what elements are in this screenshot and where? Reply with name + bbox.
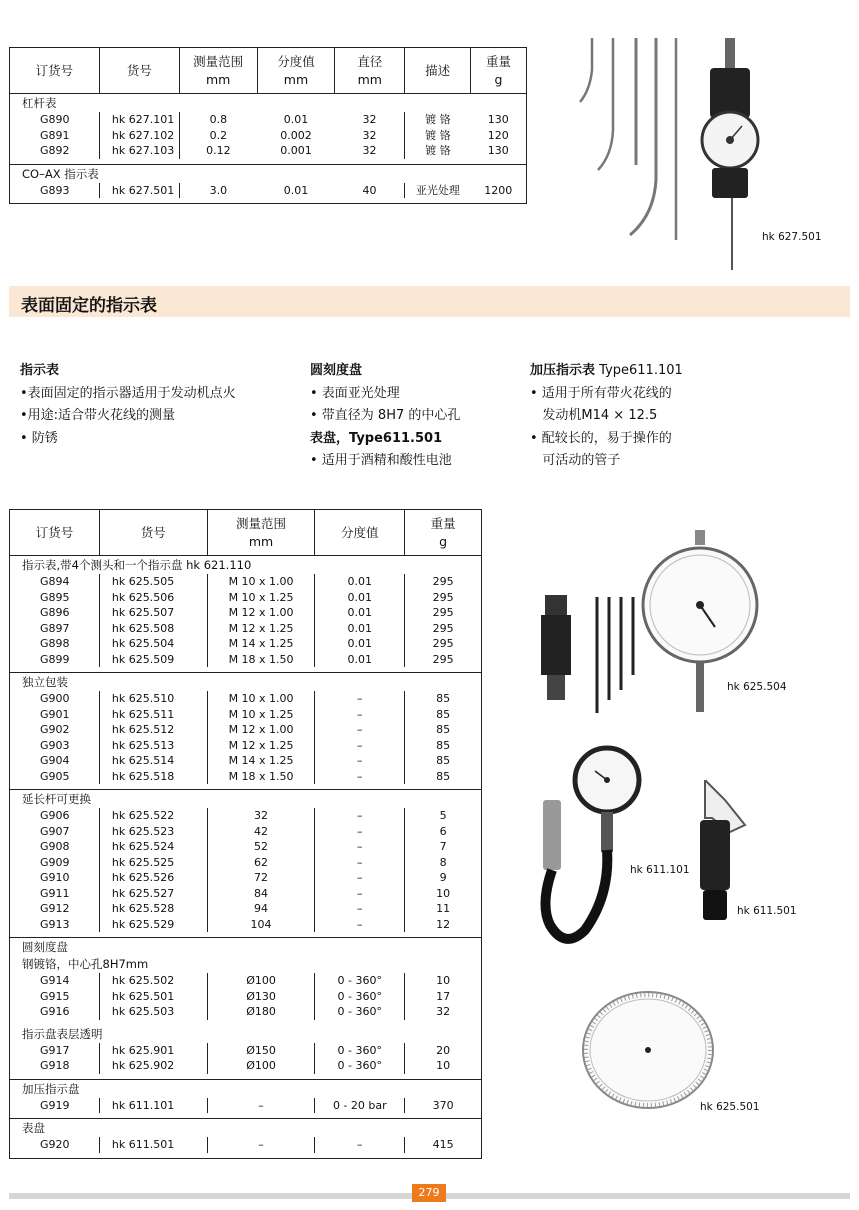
desc-title-suffix: Type611.101 xyxy=(595,363,683,378)
table-cell: 94 xyxy=(254,902,269,915)
table-cell: 72 xyxy=(254,871,269,884)
table-cell: 32 xyxy=(362,128,377,142)
table-cell: G905 xyxy=(40,769,70,783)
table-row xyxy=(10,738,482,754)
table-cell: 7 xyxy=(405,839,482,855)
table-cell: – xyxy=(258,1098,264,1112)
table-cell: hk 625.514 xyxy=(99,753,207,769)
table-cell: 295 xyxy=(405,652,482,668)
product-caption-625-504: hk 625.504 xyxy=(727,681,787,693)
table-cell: G913 xyxy=(40,917,70,931)
table-cell: hk 625.508 xyxy=(99,621,207,637)
group-title-row xyxy=(10,673,482,692)
table-row xyxy=(10,722,482,738)
table-cell: hk 625.502 xyxy=(99,973,207,989)
table-cell: 0.2 xyxy=(209,128,228,142)
table-cell: hk 627.101 xyxy=(99,112,179,128)
table-cell: hk 625.525 xyxy=(99,855,207,871)
table-row xyxy=(10,824,482,840)
table-cell: – xyxy=(315,769,405,785)
table-cell: 10 xyxy=(405,886,482,902)
table-cell: – xyxy=(315,1137,405,1153)
table-cell: G902 xyxy=(40,723,70,736)
group-title: 杠杆表 xyxy=(22,96,57,110)
table-cell: 295 xyxy=(405,590,482,606)
table-cell: G895 xyxy=(40,590,70,604)
table-cell: hk 625.512 xyxy=(99,722,207,738)
table-cell: hk 625.509 xyxy=(99,652,207,668)
header-label: 货号 xyxy=(126,62,152,78)
table-cell: 85 xyxy=(405,707,482,723)
table-cell: G897 xyxy=(40,621,70,635)
table-cell: M 12 x 1.00 xyxy=(228,723,294,736)
product-caption-627-501: hk 627.501 xyxy=(762,231,822,243)
table-cell: G916 xyxy=(40,1005,70,1018)
table-cell: 32 xyxy=(362,113,377,126)
table-row xyxy=(10,636,482,652)
table-cell: 0.001 xyxy=(280,144,312,157)
group-title: 指示盘表层透明 xyxy=(22,1026,103,1041)
desc-line: • 防锈 xyxy=(20,430,58,446)
table-cell: 0.01 xyxy=(315,652,405,668)
desc-line: •用途:适合带火花线的测量 xyxy=(20,408,176,423)
section-title: 表面固定的指示表 xyxy=(21,296,157,316)
table-row xyxy=(10,973,482,989)
table-cell: hk 625.527 xyxy=(99,886,207,902)
table-cell: M 10 x 1.00 xyxy=(228,575,294,588)
table-cell: 0 - 20 bar xyxy=(315,1098,405,1114)
table-cell: 85 xyxy=(405,691,482,707)
table-cell: G910 xyxy=(40,871,70,884)
header-unit: mm xyxy=(248,533,274,549)
table-cell: – xyxy=(315,886,405,902)
table-cell: M 18 x 1.50 xyxy=(228,769,294,783)
table-cell: M 10 x 1.25 xyxy=(228,707,294,721)
header-label: 描述 xyxy=(425,62,451,78)
table-row xyxy=(10,143,527,159)
header-unit: mm xyxy=(206,71,231,87)
table-cell: hk 611.501 xyxy=(99,1137,207,1153)
table-cell: G919 xyxy=(40,1098,70,1112)
table-row xyxy=(10,769,482,785)
table-cell: G890 xyxy=(40,113,70,126)
desc-line: • 表面亚光处理 xyxy=(310,385,400,401)
table-cell: 84 xyxy=(254,886,269,900)
column-header xyxy=(405,510,482,556)
table-row xyxy=(10,1098,482,1114)
desc-line: • 适用于所有带火花线的 xyxy=(530,385,672,401)
table-cell: 85 xyxy=(405,738,482,754)
table-cell: hk 627.102 xyxy=(99,128,179,144)
column-header xyxy=(405,48,471,94)
group-subtitle: 钢镀铬，中心孔8H7mm xyxy=(22,957,149,971)
table-cell: 32 xyxy=(405,1004,482,1020)
table-cell: Ø100 xyxy=(246,1059,276,1072)
refractometer-image xyxy=(690,780,750,925)
table-row xyxy=(10,574,482,590)
table-cell: 0 - 360° xyxy=(315,1058,405,1074)
table-cell: 295 xyxy=(405,636,482,652)
lever-indicator-product-image xyxy=(570,30,770,275)
table-row xyxy=(10,691,482,707)
table-cell: hk 625.526 xyxy=(99,870,207,886)
table-row xyxy=(10,855,482,871)
table-row xyxy=(10,707,482,723)
table-cell: 0.01 xyxy=(315,621,405,637)
table-cell: – xyxy=(315,722,405,738)
table-cell: G917 xyxy=(40,1043,70,1057)
group-title-row xyxy=(10,164,527,183)
group-title: 圆刻度盘 xyxy=(10,938,482,957)
table-cell: hk 625.503 xyxy=(99,1004,207,1020)
table-cell: hk 625.902 xyxy=(99,1058,207,1074)
table-cell: hk 625.513 xyxy=(99,738,207,754)
column-header xyxy=(99,510,207,556)
table-cell: 镀 铬 xyxy=(405,143,471,159)
desc-line: 可活动的管子 xyxy=(530,453,621,468)
desc-dial xyxy=(310,360,460,473)
table-cell: G920 xyxy=(40,1138,70,1151)
desc-line: • 带直径为 8H7 的中心孔 xyxy=(310,408,461,423)
table-cell: hk 625.507 xyxy=(99,605,207,621)
section-banner xyxy=(9,286,850,317)
table-cell: hk 625.510 xyxy=(99,691,207,707)
table-cell: Ø100 xyxy=(246,974,276,987)
product-caption-611-501: hk 611.501 xyxy=(737,905,797,917)
table-row xyxy=(10,652,482,668)
table-cell: 120 xyxy=(487,128,509,142)
table-cell: M 12 x 1.25 xyxy=(228,738,294,752)
table-row xyxy=(10,989,482,1005)
table-cell: G908 xyxy=(40,840,70,853)
spacer-cell xyxy=(10,198,527,204)
table-cell: 40 xyxy=(362,183,377,197)
table-cell: 0.01 xyxy=(283,113,309,126)
group-spacer xyxy=(10,1153,482,1159)
table-cell: G906 xyxy=(40,809,70,822)
table-row xyxy=(10,886,482,902)
product-caption-625-501: hk 625.501 xyxy=(700,1101,760,1113)
table-cell: 0.002 xyxy=(280,128,312,142)
desc-line: • 配较长的，易于操作的 xyxy=(530,430,672,446)
table-row xyxy=(10,605,482,621)
table-cell: 11 xyxy=(405,901,482,917)
column-header xyxy=(257,48,335,94)
group-title: 指示表,带4个测头和一个指示盘 hk 621.110 xyxy=(22,558,252,572)
table-cell: 32 xyxy=(254,809,269,822)
spacer-cell xyxy=(10,1153,482,1159)
table-cell: G892 xyxy=(40,144,70,157)
group-title-row xyxy=(10,1119,482,1138)
page-number: 279 xyxy=(412,1184,446,1202)
table-cell: 镀 铬 xyxy=(405,112,471,128)
table-cell: – xyxy=(315,917,405,933)
header-label: 订货号 xyxy=(35,62,74,78)
desc-line: 发动机M14 × 12.5 xyxy=(530,408,658,423)
column-header xyxy=(179,48,257,94)
group-title-row xyxy=(10,556,482,575)
table-cell: – xyxy=(315,753,405,769)
table-row xyxy=(10,183,527,199)
table-cell: hk 625.506 xyxy=(99,590,207,606)
table-cell: 3.0 xyxy=(209,183,228,197)
table-cell: 62 xyxy=(254,855,269,869)
header-label: 分度值 xyxy=(277,53,315,69)
table-cell: 370 xyxy=(405,1098,482,1114)
table-cell: – xyxy=(315,870,405,886)
group-title: 独立包装 xyxy=(10,673,482,692)
desc-title: 加压指示表 xyxy=(530,363,596,378)
table-cell: hk 625.529 xyxy=(99,917,207,933)
table-cell: hk 625.528 xyxy=(99,901,207,917)
table-cell: hk 625.504 xyxy=(99,636,207,652)
table-cell: G899 xyxy=(40,652,70,666)
table-cell: 0 - 360° xyxy=(315,1004,405,1020)
table-cell: 42 xyxy=(254,824,269,838)
group-title-row xyxy=(10,938,482,957)
header-label: 测量范围 xyxy=(193,53,244,69)
table-cell: 0.01 xyxy=(315,574,405,590)
table-cell: 0.12 xyxy=(206,144,231,157)
product-caption-611-101: hk 611.101 xyxy=(630,864,690,876)
dial-disc-image xyxy=(578,988,718,1113)
table-cell: hk 625.518 xyxy=(99,769,207,785)
table-cell: – xyxy=(315,707,405,723)
table-cell: G894 xyxy=(40,575,70,588)
table-cell: hk 627.103 xyxy=(99,143,179,159)
table-cell: G918 xyxy=(40,1059,70,1072)
table-cell: G909 xyxy=(40,855,70,869)
column-header xyxy=(207,510,315,556)
table-row xyxy=(10,753,482,769)
table-cell: G912 xyxy=(40,902,70,915)
table-cell: G891 xyxy=(40,128,70,142)
table-cell: M 12 x 1.25 xyxy=(228,621,294,635)
table-cell: M 18 x 1.50 xyxy=(228,652,294,666)
table-cell: 0 - 360° xyxy=(315,973,405,989)
table-row xyxy=(10,870,482,886)
table-row xyxy=(10,808,482,824)
table-cell: 85 xyxy=(405,722,482,738)
table-cell: 415 xyxy=(405,1137,482,1153)
table-cell: – xyxy=(315,855,405,871)
table-cell: 17 xyxy=(405,989,482,1005)
table-cell: 295 xyxy=(405,605,482,621)
desc-title: 圆刻度盘 xyxy=(310,363,363,378)
table-cell: 130 xyxy=(487,113,509,126)
header-label: 分度值 xyxy=(341,524,379,540)
header-label: 测量范围 xyxy=(236,515,287,531)
group-subtitle-row xyxy=(10,956,482,973)
table-cell: M 12 x 1.00 xyxy=(228,606,294,619)
table-row xyxy=(10,112,527,128)
table-cell: G904 xyxy=(40,754,70,767)
table-cell: M 10 x 1.00 xyxy=(228,692,294,705)
table-cell: hk 625.511 xyxy=(99,707,207,723)
table-cell: G893 xyxy=(40,183,70,197)
table-cell: M 14 x 1.25 xyxy=(228,754,294,767)
header-label: 重量 xyxy=(430,515,456,531)
table-cell: hk 625.505 xyxy=(99,574,207,590)
header-label: 重量 xyxy=(486,53,512,69)
group-spacer xyxy=(10,198,527,204)
table-cell: 12 xyxy=(405,917,482,933)
table-cell: – xyxy=(315,691,405,707)
table-cell: hk 611.101 xyxy=(99,1098,207,1114)
table-cell: 5 xyxy=(405,808,482,824)
header-label: 直径 xyxy=(357,53,383,69)
column-header xyxy=(335,48,405,94)
table-cell: G911 xyxy=(40,886,70,900)
table-cell: Ø130 xyxy=(246,989,276,1003)
header-label: 订货号 xyxy=(35,524,74,540)
table-cell: G915 xyxy=(40,989,70,1003)
table-row xyxy=(10,917,482,933)
desc-pressure xyxy=(530,360,683,473)
table-cell: M 10 x 1.25 xyxy=(228,590,294,604)
group-title: 延长杆可更换 xyxy=(10,790,482,809)
header-label: 货号 xyxy=(140,524,166,540)
table-cell: 0.01 xyxy=(315,590,405,606)
table-cell: hk 627.501 xyxy=(99,183,179,199)
header-unit: g xyxy=(494,71,503,87)
table-row xyxy=(10,128,527,144)
table-cell: – xyxy=(315,839,405,855)
table-cell: 0 - 360° xyxy=(315,1043,405,1059)
column-header xyxy=(10,48,100,94)
table-cell: G903 xyxy=(40,738,70,752)
table-row xyxy=(10,1004,482,1020)
table-row xyxy=(10,621,482,637)
table-cell: 镀 铬 xyxy=(405,128,471,144)
table-cell: – xyxy=(315,738,405,754)
table-cell: hk 625.522 xyxy=(99,808,207,824)
table-cell: 10 xyxy=(405,973,482,989)
table-cell: hk 625.523 xyxy=(99,824,207,840)
table-cell: 130 xyxy=(487,144,509,157)
column-header xyxy=(10,510,100,556)
table-cell: 6 xyxy=(405,824,482,840)
table-cell: G907 xyxy=(40,824,70,838)
surface-indicator-table xyxy=(9,509,482,1159)
table-cell: 85 xyxy=(405,753,482,769)
table-cell: hk 625.524 xyxy=(99,839,207,855)
table-cell: hk 625.901 xyxy=(99,1043,207,1059)
group-title-row xyxy=(10,790,482,809)
table-header xyxy=(10,510,482,556)
table-header xyxy=(10,48,527,94)
table-cell: G898 xyxy=(40,637,70,650)
table-cell: 8 xyxy=(405,855,482,871)
table-cell: 0.01 xyxy=(315,605,405,621)
desc-line: • 适用于酒精和酸性电池 xyxy=(310,453,452,468)
group-title-row xyxy=(10,94,527,113)
table-cell: G896 xyxy=(40,606,70,619)
table-cell: – xyxy=(315,901,405,917)
table-cell: 0.8 xyxy=(209,113,228,126)
header-unit: mm xyxy=(283,71,309,87)
table-cell: M 14 x 1.25 xyxy=(228,637,294,650)
table-cell: 10 xyxy=(405,1058,482,1074)
column-header xyxy=(315,510,405,556)
table-cell: 0.01 xyxy=(315,636,405,652)
table-row xyxy=(10,1137,482,1153)
desc-line: •表面固定的指示器适用于发动机点火 xyxy=(20,385,236,401)
desc-title-2: 表盘，Type611.501 xyxy=(310,430,443,446)
table-cell: Ø180 xyxy=(246,1005,276,1018)
table-cell: 0.01 xyxy=(283,183,309,197)
table-cell: 85 xyxy=(405,769,482,785)
table-cell: 1200 xyxy=(484,183,513,197)
table-cell: 104 xyxy=(250,917,272,931)
group-title-row xyxy=(10,1025,482,1043)
table-cell: – xyxy=(315,824,405,840)
column-header xyxy=(99,48,179,94)
desc-title: 指示表 xyxy=(20,363,60,378)
table-cell: 52 xyxy=(254,840,269,853)
table-row xyxy=(10,1043,482,1059)
table-cell: 295 xyxy=(405,621,482,637)
group-title-row xyxy=(10,1079,482,1098)
table-row xyxy=(10,901,482,917)
table-cell: 20 xyxy=(405,1043,482,1059)
table-cell: 0 - 360° xyxy=(315,989,405,1005)
table-cell: G914 xyxy=(40,974,70,987)
group-title: CO–AX 指示表 xyxy=(10,164,527,183)
table-cell: Ø150 xyxy=(246,1043,276,1057)
table-cell: hk 625.501 xyxy=(99,989,207,1005)
desc-indicator xyxy=(20,360,236,450)
group-title: 表盘 xyxy=(10,1119,482,1138)
table-cell: 亚光处理 xyxy=(405,183,471,199)
table-cell: – xyxy=(315,808,405,824)
column-header xyxy=(471,48,527,94)
table-cell: G900 xyxy=(40,692,70,705)
lever-indicator-table xyxy=(9,47,527,204)
header-unit: mm xyxy=(357,71,382,87)
table-cell: – xyxy=(258,1138,264,1151)
table-cell: 295 xyxy=(405,574,482,590)
table-row xyxy=(10,590,482,606)
table-row xyxy=(10,1058,482,1074)
header-unit: g xyxy=(439,533,448,549)
table-cell: G901 xyxy=(40,707,70,721)
table-cell: 32 xyxy=(362,144,377,157)
table-row xyxy=(10,839,482,855)
pressure-indicator-image xyxy=(535,745,670,950)
group-title: 加压指示盘 xyxy=(10,1079,482,1098)
table-cell: 9 xyxy=(405,870,482,886)
